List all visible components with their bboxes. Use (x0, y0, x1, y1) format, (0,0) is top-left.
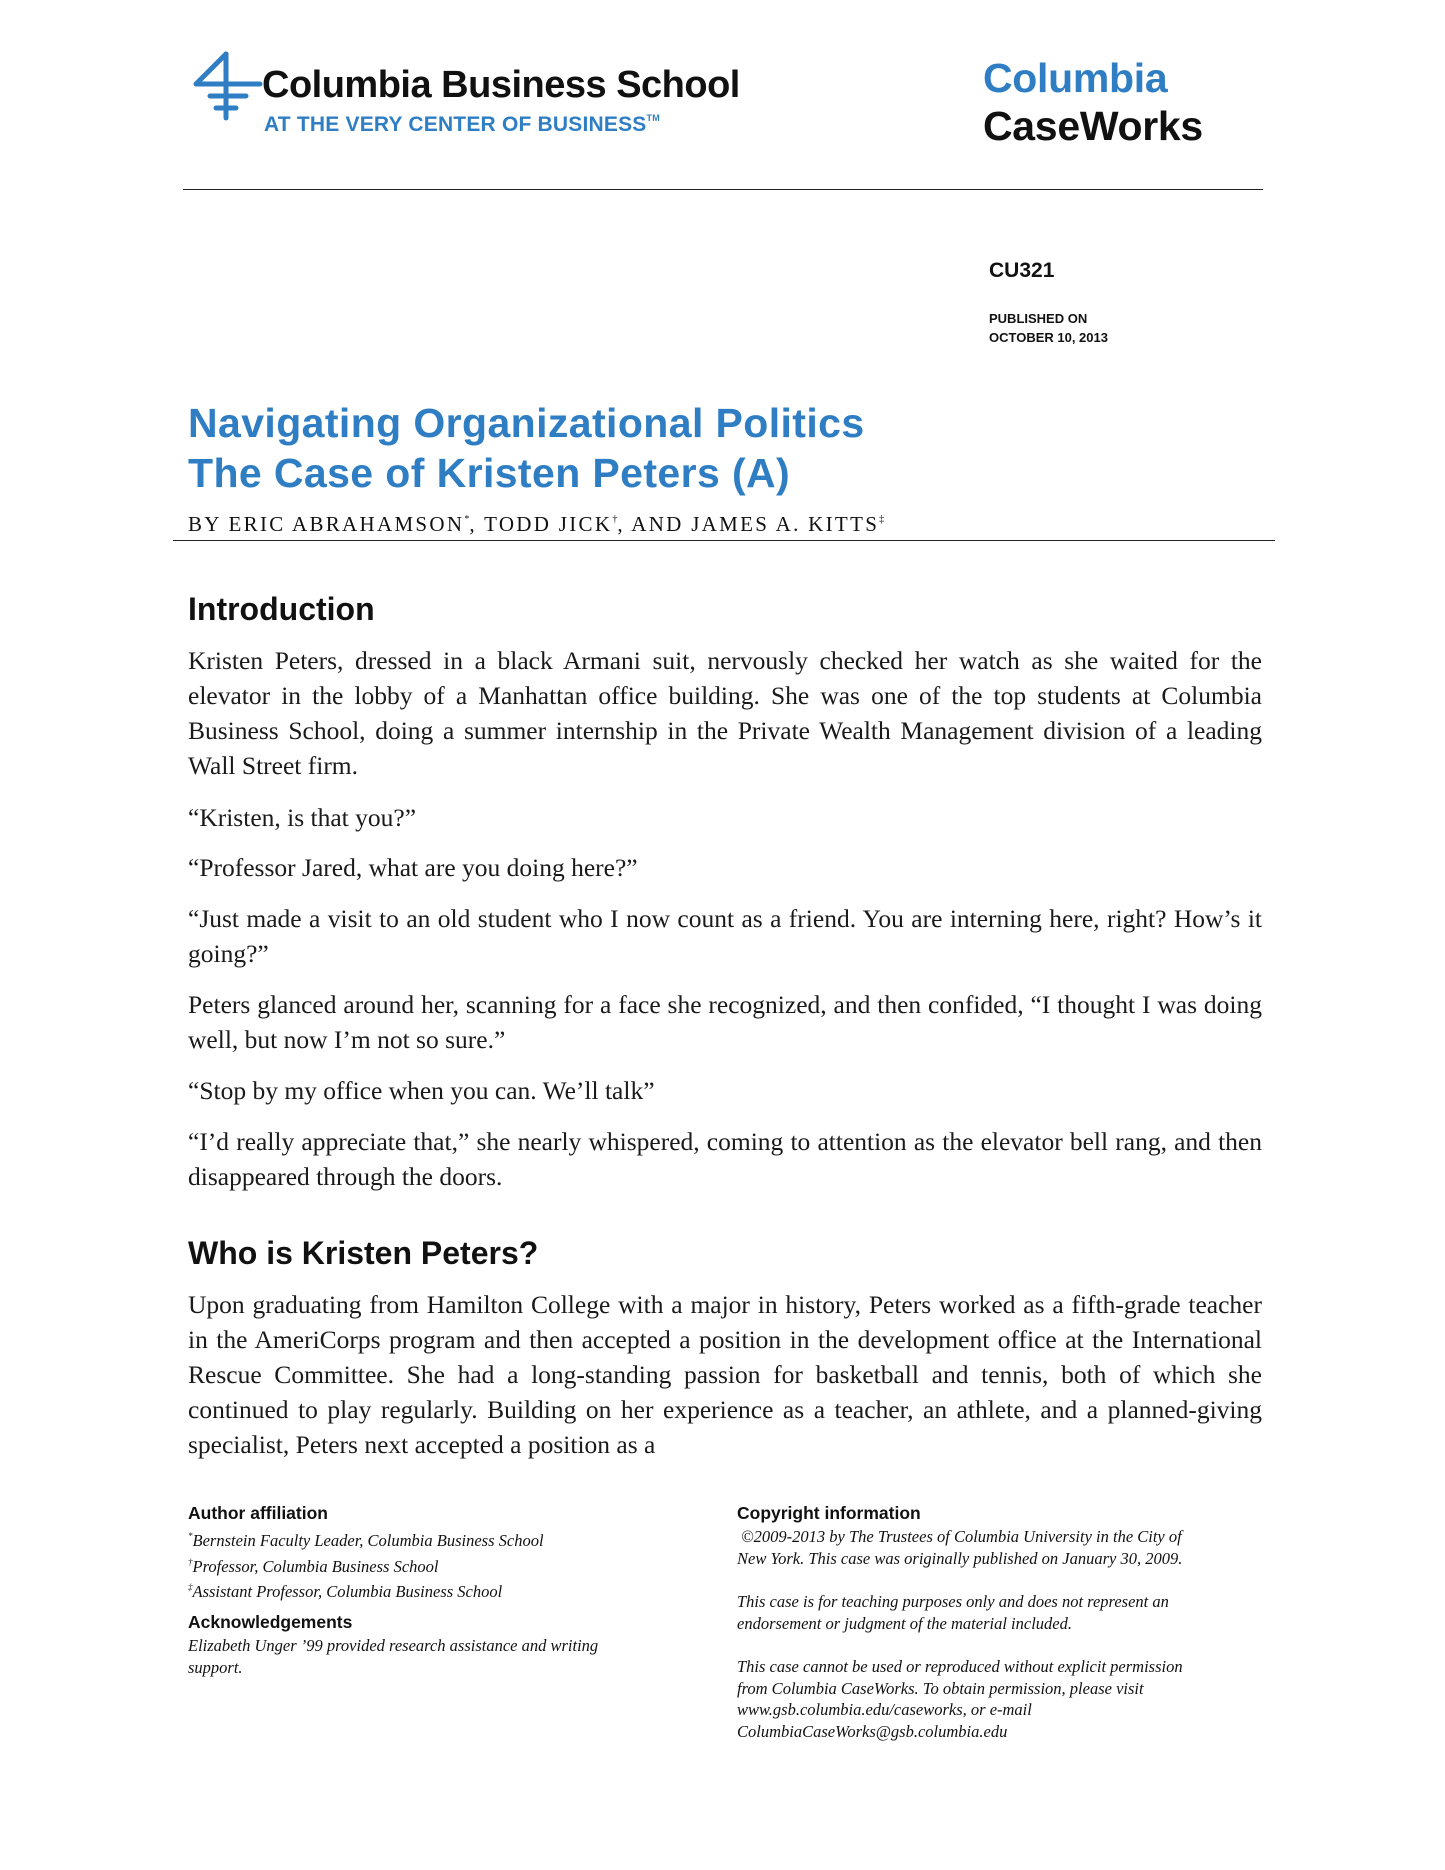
caseworks-url-link[interactable]: www.gsb.columbia.edu/caseworks, or e-mail (737, 1700, 1032, 1719)
section-heading-introduction: Introduction (188, 591, 375, 627)
author-byline: BY ERIC ABRAHAMSON*, TODD JICK†, AND JAMES A. KITTS‡ (188, 512, 885, 536)
text-line: from Columbia CaseWorks. To obtain permission, please visit (737, 1678, 1144, 1698)
body-paragraph: “Professor Jared, what are you doing here?” (188, 853, 638, 882)
author-affiliation-list (188, 1526, 544, 1603)
acknowledgements-heading: Acknowledgements (188, 1612, 353, 1632)
body-paragraph: Peters glanced around her, scanning for a face she recognized, and then confided, “I thought I was doing well, but now I’m not so sure.” (188, 990, 1262, 1054)
body-paragraph: Upon graduating from Hamilton College with a major in history, Peters worked as a fifth-grade teacher in the AmeriCorps program and then accepted a position in the development office at the International Rescue Committee. She had a long-standing passion for basketball and tennis, both of which she continued to play regularly. Building on her experience as a teacher, an athlete, and a planned-giving specialist, Peters next accepted a position as a (188, 1290, 1262, 1459)
text-line: ©2009-2013 by The Trustees of Columbia University in the City of (737, 1527, 1182, 1546)
text-line: This case cannot be used or reproduced without explicit permission (737, 1657, 1183, 1676)
cbs-tagline: AT THE VERY CENTER OF BUSINESS™ (264, 113, 660, 136)
text-line: Elizabeth Unger ’99 provided research assistance and writing (188, 1636, 599, 1655)
published-label: PUBLISHED ON (989, 311, 1088, 326)
cbs-wordmark: Columbia Business School (262, 64, 740, 106)
title-divider (173, 540, 1275, 541)
columbia-crown-logo-icon (188, 50, 268, 122)
caseworks-logo-line1: Columbia (983, 55, 1168, 101)
body-paragraph: “I’d really appreciate that,” she nearly whispered, coming to attention as the elevator bell rang, and then disappeared through the doors. (188, 1127, 1262, 1191)
text-line: endorsement or judgment of the material included. (737, 1613, 1072, 1633)
acknowledgements-text (188, 1635, 598, 1678)
caseworks-logo-line2: CaseWorks (983, 103, 1203, 149)
body-paragraph: “Kristen, is that you?” (188, 803, 417, 832)
case-id: CU321 (989, 259, 1055, 282)
case-title-line1: Navigating Organizational Politics (188, 400, 865, 446)
text-line: This case is for teaching purposes only and does not represent an (737, 1592, 1169, 1611)
text-line: New York. This case was originally published on January 30, 2009. (737, 1548, 1183, 1568)
copyright-text (737, 1526, 1182, 1569)
affiliation-item: ‡Assistant Professor, Columbia Business School (188, 1582, 503, 1601)
caseworks-email-link[interactable]: ColumbiaCaseWorks@gsb.columbia.edu (737, 1721, 1008, 1741)
body-paragraph: Kristen Peters, dressed in a black Armani suit, nervously checked her watch as she waited for the elevator in the lobby of a Manhattan office building. She was one of the top students at Columbia Business School, doing a summer internship in the Private Wealth Management division of a leading Wall Street firm. (188, 646, 1262, 780)
teaching-purposes-text (737, 1591, 1169, 1634)
copyright-heading: Copyright information (737, 1503, 921, 1523)
case-title (188, 398, 865, 498)
section-heading-who-is-kristen-peters: Who is Kristen Peters? (188, 1235, 539, 1271)
text-line: support. (188, 1657, 243, 1677)
case-title-line2: The Case of Kristen Peters (A) (188, 450, 791, 496)
published-date-block (989, 309, 1108, 347)
author-affiliation-heading: Author affiliation (188, 1503, 328, 1523)
affiliation-item: †Professor, Columbia Business School (188, 1556, 439, 1576)
affiliation-item: *Bernstein Faculty Leader, Columbia Business School (188, 1531, 544, 1550)
header-divider (183, 189, 1263, 190)
published-date: OCTOBER 10, 2013 (989, 330, 1108, 345)
body-paragraph: “Just made a visit to an old student who I now count as a friend. You are interning here, right? How’s it going?” (188, 904, 1262, 968)
permission-text (737, 1656, 1183, 1742)
body-paragraph: “Stop by my office when you can. We’ll talk” (188, 1076, 655, 1105)
